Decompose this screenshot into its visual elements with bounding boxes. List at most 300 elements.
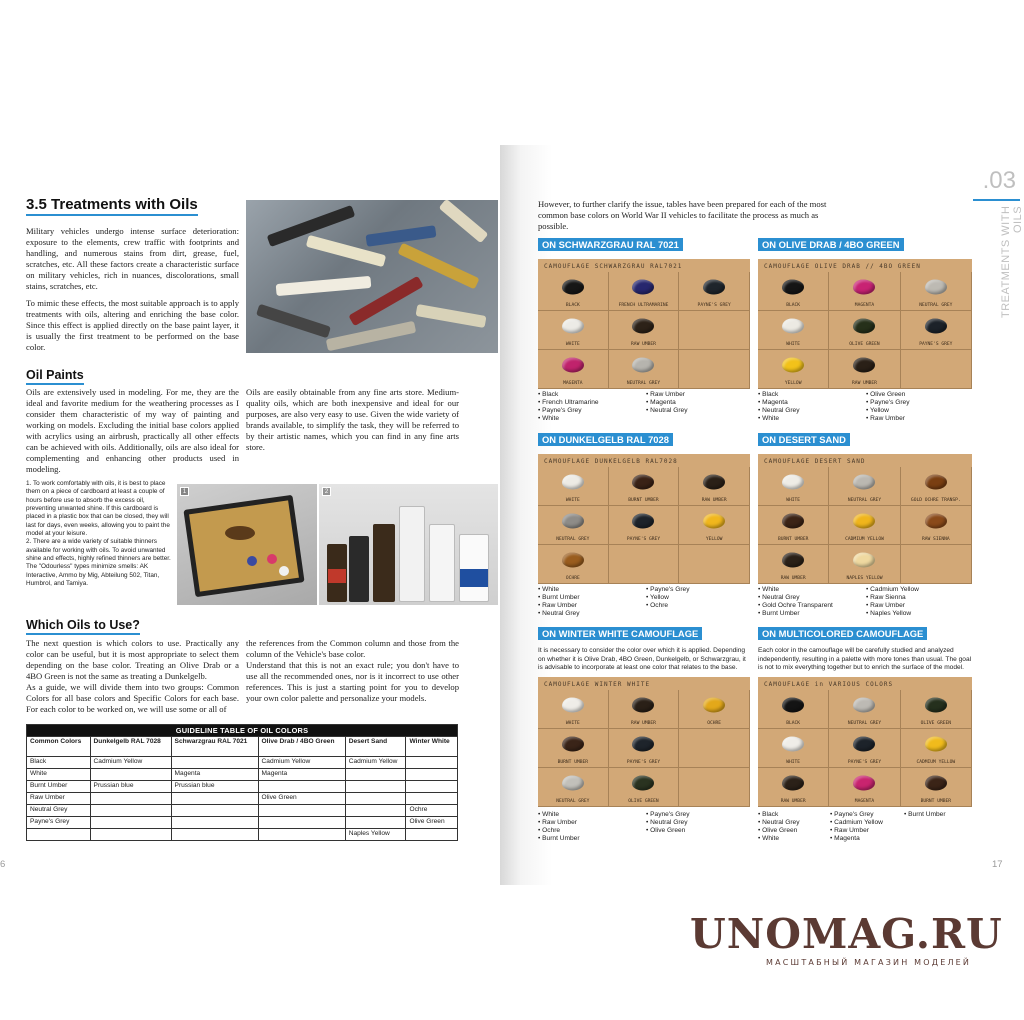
legend-item: • White (538, 415, 599, 423)
section-title: 3.5 Treatments with Oils (26, 196, 198, 216)
legend-item: • Ochre (646, 602, 690, 610)
table-cell (345, 781, 406, 793)
guideline-table-wrap (26, 724, 458, 841)
swatch-cell (538, 467, 609, 506)
swatch-label: NEUTRAL GREY (919, 303, 953, 308)
paint-swatch (782, 737, 804, 752)
paint-swatch (853, 280, 875, 295)
paint-swatch (853, 319, 875, 334)
legend-item: • Olive Green (866, 391, 910, 399)
swatch-card (538, 677, 750, 807)
swatch-card-title: CAMOUFLAGE DUNKELGELB RAL7028 (544, 458, 678, 465)
paint-swatch (853, 475, 875, 490)
legend-item: • Neutral Grey (646, 407, 688, 415)
swatch-label: WHITE (786, 342, 801, 347)
table-row (27, 805, 458, 817)
legend-item: • Ochre (538, 827, 580, 835)
oil-paints-col1: Oils are extensively used in modeling. For me, they are the ideal and favorite medium for the weathering processes as I consider them characteristic of my way of painting and working on models. Excluding the initial base colors applied with acrylics using an airbrush, practically all other effects can be achieved with oils. Additionally, oils are also ideal for complementing and enhancing other products used in modeling. (26, 387, 239, 474)
swatch-cell (901, 690, 972, 729)
swatch-cell (609, 350, 680, 389)
legend-item: • Neutral Grey (758, 407, 800, 415)
section-note: Each color in the camouflage will be carefully studied and analyzed independently, resulting in a palette with more tones than usual. The goal is not to mix everything together but to enrich the surface of the model. (758, 647, 972, 672)
right-intro: However, to further clarify the issue, tables have been prepared for each of the most common base colors on World War II vehicles to facilitate the process as much as possible. (538, 199, 827, 231)
color-legend (538, 586, 750, 626)
swatch-label: RAW UMBER (631, 342, 656, 347)
section-label: ON SCHWARZGRAU RAL 7021 (538, 238, 683, 251)
swatch-label: WHITE (565, 498, 580, 503)
legend-item: • Gold Ochre Transparent (758, 602, 833, 610)
paint-swatch (782, 553, 804, 568)
swatch-cell (758, 729, 829, 768)
table-cell (345, 769, 406, 781)
table-cell: Black (27, 757, 91, 769)
legend-item: • White (538, 586, 580, 594)
swatch-cell (758, 768, 829, 807)
swatch-label: WHITE (786, 760, 801, 765)
swatch-card (538, 454, 750, 584)
swatch-cell (679, 350, 750, 389)
table-cell (171, 829, 258, 841)
photo-number-1: 1 (180, 487, 189, 496)
swatch-cell (538, 506, 609, 545)
oil-paints-title: Oil Paints (26, 368, 84, 385)
swatch-cell (538, 350, 609, 389)
guideline-table (26, 724, 458, 841)
paint-swatch (632, 698, 654, 713)
swatch-label: NEUTRAL GREY (847, 721, 882, 726)
legend-column (758, 811, 800, 843)
legend-item: • Payne's Grey (830, 811, 883, 819)
table-cell: Raw Umber (27, 793, 91, 805)
swatch-label: FRENCH ULTRAMARINE (618, 303, 669, 308)
swatch-label: CADMIUM YELLOW (916, 760, 956, 765)
legend-column (866, 586, 919, 618)
legend-item: • Magenta (646, 399, 688, 407)
legend-item: • Magenta (830, 835, 883, 843)
legend-item: • Raw Umber (866, 415, 910, 423)
table-cell: Olive Green (258, 793, 345, 805)
table-cell (258, 829, 345, 841)
swatch-label: RAW UMBER (701, 498, 727, 503)
legend-item: • Black (758, 391, 800, 399)
paint-swatch (562, 698, 584, 713)
table-cell (406, 769, 458, 781)
legend-item: • Black (758, 811, 800, 819)
table-cell (345, 805, 406, 817)
paint-swatch (562, 553, 584, 568)
swatch-label: PAYNE'S GREY (847, 760, 882, 765)
table-cell (171, 793, 258, 805)
swatch-label: RAW UMBER (780, 799, 806, 804)
paint-swatch (703, 475, 725, 490)
table-cell: White (27, 769, 91, 781)
swatch-cell (758, 311, 829, 350)
swatch-label: BURNT UMBER (920, 799, 952, 804)
legend-column (538, 811, 580, 843)
paint-swatch (853, 737, 875, 752)
swatch-cell (829, 272, 900, 311)
palette-box-photo (177, 484, 317, 605)
legend-item: • Neutral Grey (758, 594, 833, 602)
table-cell (90, 829, 171, 841)
paint-swatch (925, 698, 947, 713)
table-row (27, 769, 458, 781)
color-legend (538, 391, 750, 431)
legend-column (758, 586, 833, 618)
paint-swatch (632, 514, 654, 529)
swatch-cell (609, 545, 680, 584)
swatch-cell (679, 272, 750, 311)
paint-swatch (782, 319, 804, 334)
swatch-card (538, 259, 750, 389)
table-header-row (27, 737, 458, 757)
swatch-cell (758, 350, 829, 389)
paint-swatch (632, 280, 654, 295)
paint-swatch (562, 475, 584, 490)
table-cell: Payne's Grey (27, 817, 91, 829)
legend-item: • Yellow (646, 594, 690, 602)
swatch-label: MAGENTA (854, 303, 875, 308)
swatch-cell (901, 768, 972, 807)
oil-paints-heading (26, 366, 84, 385)
table-caption: GUIDELINE TABLE OF OIL COLORS (27, 725, 458, 737)
swatch-cell (609, 506, 680, 545)
swatch-cell (679, 545, 750, 584)
paint-swatch (632, 737, 654, 752)
watermark-subtitle: МАСШТАБНЫЙ МАГАЗИН МОДЕЛЕЙ (766, 958, 972, 967)
legend-item: • Burnt Umber (758, 610, 833, 618)
right-page-number: 17 (992, 859, 1003, 870)
table-cell: Prussian blue (90, 781, 171, 793)
paint-swatch (632, 776, 654, 791)
swatch-label: NEUTRAL GREY (847, 498, 882, 503)
table-cell (406, 793, 458, 805)
paint-swatch (703, 698, 725, 713)
legend-item: • Cadmium Yellow (866, 586, 919, 594)
swatch-label: MAGENTA (563, 381, 583, 386)
table-cell: Naples Yellow (345, 829, 406, 841)
paint-swatch (562, 358, 584, 373)
oil-tubes-photo (246, 200, 498, 353)
legend-item: • Raw Sienna (866, 594, 919, 602)
swatch-cell (901, 272, 972, 311)
swatch-label: NEUTRAL GREY (556, 799, 590, 804)
swatch-cell (829, 768, 900, 807)
legend-item: • Raw Umber (866, 602, 919, 610)
legend-column (904, 811, 946, 819)
swatch-card-title: CAMOUFLAGE DESERT SAND (764, 458, 866, 465)
which-oils-title: Which Oils to Use? (26, 618, 140, 635)
legend-item: • Yellow (866, 407, 910, 415)
swatch-label: WHITE (786, 498, 801, 503)
swatch-cell (538, 690, 609, 729)
swatch-label: YELLOW (705, 537, 723, 542)
legend-column (866, 391, 910, 423)
swatch-cell (609, 768, 680, 807)
paint-swatch (632, 475, 654, 490)
photo-caption: 1. To work comfortably with oils, it is best to place them on a piece of cardboard at least a couple of hours before use to absorb the excess oil, preventing unwanted shine. If this cardboard is placed in a plastic box that can be closed, they will last for days, even weeks, allowing you to paint the model at your leisure. 2. There are a wide variety of suitable thinners available for working with oils. To avoid unwanted shine and effects, highly refined thinners are better. The "Odourless" types minimize smells: AK Interactive, Ammo by Mig, Abteilung 502, Titan, Humbrol, and Tamiya. (26, 480, 171, 587)
paint-swatch (853, 698, 875, 713)
swatch-cell (901, 467, 972, 506)
paint-swatch (853, 358, 875, 373)
swatch-label: WHITE (565, 342, 580, 347)
paint-swatch (782, 514, 804, 529)
paint-swatch (782, 698, 804, 713)
table-cell: Magenta (258, 769, 345, 781)
legend-item: • Payne's Grey (646, 586, 690, 594)
section-label: ON OLIVE DRAB / 4BO GREEN (758, 238, 904, 251)
swatch-cell (901, 350, 972, 389)
swatch-card-title: CAMOUFLAGE in VARIOUS COLORS (764, 681, 894, 688)
swatch-cell (901, 545, 972, 584)
paint-swatch (562, 737, 584, 752)
swatch-label: OCHRE (565, 576, 580, 581)
swatch-card (758, 677, 972, 807)
legend-item: • Neutral Grey (538, 610, 580, 618)
swatch-cell (758, 545, 829, 584)
swatch-cell (609, 690, 680, 729)
legend-item: • Naples Yellow (866, 610, 919, 618)
table-cell (258, 817, 345, 829)
swatch-label: GOLD OCHRE TRANSP. (910, 498, 961, 503)
swatch-cell (829, 690, 900, 729)
table-cell (171, 817, 258, 829)
swatch-cell (538, 311, 609, 350)
table-cell: Cadmium Yellow (258, 757, 345, 769)
paint-swatch (925, 776, 947, 791)
paint-swatch (853, 776, 875, 791)
legend-column (758, 391, 800, 423)
paint-swatch (562, 280, 584, 295)
table-cell (171, 757, 258, 769)
swatch-cell (609, 467, 680, 506)
swatch-cell (758, 467, 829, 506)
swatch-label: WHITE (565, 721, 580, 726)
swatch-label: PAYNE'S GREY (919, 342, 953, 347)
paint-swatch (632, 319, 654, 334)
photo-number-2: 2 (322, 487, 331, 496)
swatch-card (758, 454, 972, 584)
paint-swatch (562, 319, 584, 334)
paint-swatch (562, 514, 584, 529)
swatch-label: PAYNE'S GREY (626, 537, 661, 542)
swatch-label: OLIVE GREEN (849, 342, 880, 347)
paint-swatch (562, 776, 584, 791)
table-header-cell: Olive Drab / 4BO Green (258, 737, 345, 757)
swatch-label: NAPLES YELLOW (846, 576, 883, 581)
left-page-number: 6 (0, 859, 6, 870)
paint-swatch (782, 776, 804, 791)
swatch-cell (679, 768, 750, 807)
watermark-title: UNOMAG.RU (690, 910, 1003, 958)
swatch-label: RAW UMBER (631, 721, 656, 726)
legend-item: • Burnt Umber (538, 594, 580, 602)
legend-item: • White (538, 811, 580, 819)
color-legend (758, 811, 972, 851)
thinners-photo (319, 484, 498, 605)
legend-column (538, 586, 580, 618)
swatch-label: RAW UMBER (780, 576, 806, 581)
table-cell: Ochre (406, 805, 458, 817)
swatch-cell (829, 311, 900, 350)
legend-item: • Payne's Grey (538, 407, 599, 415)
table-cell: Olive Green (406, 817, 458, 829)
legend-item: • Burnt Umber (538, 835, 580, 843)
table-header-cell: Common Colors (27, 737, 91, 757)
table-cell (171, 805, 258, 817)
legend-item: • Raw Umber (538, 602, 580, 610)
legend-column (538, 391, 599, 423)
swatch-cell (829, 467, 900, 506)
color-legend (538, 811, 750, 851)
swatch-cell (679, 506, 750, 545)
table-header-cell: Dunkelgelb RAL 7028 (90, 737, 171, 757)
swatch-cell (538, 768, 609, 807)
table-cell (258, 781, 345, 793)
table-cell: Burnt Umber (27, 781, 91, 793)
table-cell (90, 793, 171, 805)
table-cell (345, 817, 406, 829)
paint-swatch (925, 475, 947, 490)
intro-paragraph-2: To mimic these effects, the most suitable approach is to apply treatments with oils, altering and enriching the base color. Since this effect is applied directly on the base paint layer, it is usually the first treatment to be performed on the base color. (26, 298, 239, 352)
swatch-cell (901, 311, 972, 350)
paint-swatch (925, 280, 947, 295)
legend-item: • Magenta (758, 399, 800, 407)
swatch-cell (829, 729, 900, 768)
swatch-label: NEUTRAL GREY (556, 537, 590, 542)
legend-item: • Olive Green (758, 827, 800, 835)
legend-column (646, 586, 690, 610)
swatch-cell (538, 545, 609, 584)
oil-paints-col2: Oils are easily obtainable from any fine arts store. Medium-quality oils, which are both inexpensive and ideal for our purposes, are also very easy to use. Given the wide variety of brands available, to simplify the task, they will be referred to by their artistic names, which you can find in any fine arts store. (246, 387, 459, 452)
swatch-cell (829, 506, 900, 545)
table-row (27, 757, 458, 769)
legend-column (646, 811, 690, 835)
swatch-label: BURNT UMBER (628, 498, 659, 503)
table-cell (258, 805, 345, 817)
table-header-cell: Winter White (406, 737, 458, 757)
swatch-cell (609, 272, 680, 311)
paint-swatch (925, 737, 947, 752)
paint-swatch (632, 358, 654, 373)
swatch-label: RAW UMBER (852, 381, 877, 386)
swatch-card-title: CAMOUFLAGE SCHWARZGRAU RAL7021 (544, 263, 683, 270)
table-header-cell: Desert Sand (345, 737, 406, 757)
table-row (27, 829, 458, 841)
table-cell: Neutral Grey (27, 805, 91, 817)
swatch-label: NEUTRAL GREY (626, 381, 661, 386)
legend-item: • Olive Green (646, 827, 690, 835)
table-cell: Cadmium Yellow (90, 757, 171, 769)
swatch-label: BLACK (786, 721, 801, 726)
swatch-label: OLIVE GREEN (628, 799, 659, 804)
swatch-cell (901, 729, 972, 768)
section-note: It is necessary to consider the color over which it is applied. Depending on whether it is Olive Drab, 4BO Green, Dunkelgelb, or Schwarzgrau, it is advisable to incorporate at least one color that relates to the base. (538, 647, 746, 672)
paint-swatch (925, 319, 947, 334)
swatch-cell (829, 545, 900, 584)
chapter-rule (973, 199, 1020, 201)
legend-item: • Payne's Grey (646, 811, 690, 819)
table-cell (90, 805, 171, 817)
swatch-cell (609, 311, 680, 350)
legend-column (646, 391, 688, 415)
legend-item: • Neutral Grey (758, 819, 800, 827)
swatch-cell (679, 467, 750, 506)
section-label: ON DESERT SAND (758, 433, 850, 446)
legend-item: • Black (538, 391, 599, 399)
table-cell: Magenta (171, 769, 258, 781)
table-cell (90, 769, 171, 781)
table-cell (345, 793, 406, 805)
table-row (27, 793, 458, 805)
swatch-label: RAW SIENNA (921, 537, 950, 542)
legend-item: • White (758, 586, 833, 594)
swatch-label: YELLOW (784, 381, 802, 386)
table-cell: Cadmium Yellow (345, 757, 406, 769)
legend-item: • Cadmium Yellow (830, 819, 883, 827)
section-label: ON DUNKELGELB RAL 7028 (538, 433, 673, 446)
section-label: ON WINTER WHITE CAMOUFLAGE (538, 627, 702, 640)
swatch-label: BURNT UMBER (557, 760, 589, 765)
legend-item: • French Ultramarine (538, 399, 599, 407)
table-cell (406, 781, 458, 793)
table-cell: Prussian blue (171, 781, 258, 793)
legend-item: • Raw Umber (646, 391, 688, 399)
color-legend (758, 586, 972, 626)
swatch-cell (538, 272, 609, 311)
legend-item: • White (758, 415, 800, 423)
color-legend (758, 391, 972, 431)
swatch-card-title: CAMOUFLAGE WINTER WHITE (544, 681, 651, 688)
paint-swatch (782, 280, 804, 295)
swatch-cell (758, 272, 829, 311)
swatch-cell (679, 311, 750, 350)
swatch-cell (829, 350, 900, 389)
paint-swatch (853, 514, 875, 529)
swatch-label: OCHRE (707, 721, 722, 726)
intro-paragraph-1: Military vehicles undergo intense surface deterioration: exposure to the elements, crew traffic with footprints and handling, and numerous stains from dirt, grease, fuel, scratches, etc. All these factors create a characteristic surface on military vehicles, rich in nuances, discolorations, small stains, scratches, etc. (26, 226, 239, 291)
table-row (27, 781, 458, 793)
swatch-label: BLACK (786, 303, 801, 308)
legend-item: • Neutral Grey (646, 819, 690, 827)
paint-swatch (925, 514, 947, 529)
legend-item: • White (758, 835, 800, 843)
swatch-card (758, 259, 972, 389)
swatch-label: BLACK (565, 303, 580, 308)
chapter-number: .03 (982, 167, 1016, 194)
table-cell (406, 757, 458, 769)
table-cell (27, 829, 91, 841)
table-cell (406, 829, 458, 841)
section-label: ON MULTICOLORED CAMOUFLAGE (758, 627, 927, 640)
paint-swatch (853, 553, 875, 568)
chapter-vertical-title: TREATMENTS WITH OILS (1000, 206, 1024, 319)
paint-swatch (703, 280, 725, 295)
swatch-label: BURNT UMBER (777, 537, 809, 542)
legend-item: • Burnt Umber (904, 811, 946, 819)
table-row (27, 817, 458, 829)
table-cell (90, 817, 171, 829)
legend-item: • Payne's Grey (866, 399, 910, 407)
swatch-label: PAYNE'S GREY (697, 303, 731, 308)
swatch-cell (901, 506, 972, 545)
swatch-label: CADMIUM YELLOW (845, 537, 884, 542)
swatch-cell (679, 690, 750, 729)
legend-item: • Raw Umber (830, 827, 883, 835)
paint-swatch (782, 358, 804, 373)
legend-item: • Raw Umber (538, 819, 580, 827)
table-body (27, 757, 458, 841)
